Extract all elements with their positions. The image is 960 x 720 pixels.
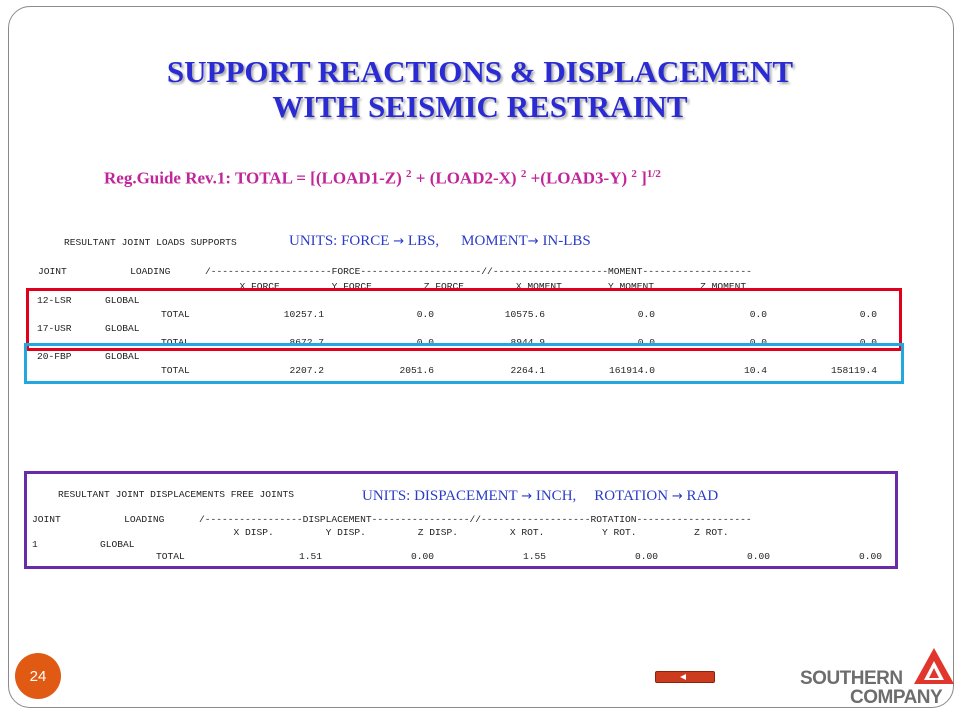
- highlight-box-purple: [24, 471, 898, 569]
- loads-cell-z-moment: 0.0: [859, 309, 877, 320]
- moment-arrow-icon: →: [527, 234, 539, 249]
- company-logo: [798, 646, 956, 708]
- force-units-label: UNITS: FORCE: [289, 233, 394, 249]
- loads-cell-x-moment: 0.0: [637, 337, 655, 348]
- loads-header-line1: JOINT LOADING /---------------------FORCE---------------------//--------------------MOMENT-------------------: [38, 266, 752, 277]
- loads-cell-x-force: 10257.1: [283, 309, 324, 320]
- loads-cell-y-moment: 0.0: [749, 309, 767, 320]
- formula-prefix: Reg.Guide Rev.1: TOTAL = [(LOAD1-Z): [104, 168, 407, 188]
- loads-cell-x-force: 8672.7: [289, 337, 324, 348]
- formula-mid2: +(LOAD3-Y): [526, 168, 632, 188]
- disp-cell-y-disp: 0.00: [410, 551, 434, 562]
- loads-row-loading: GLOBAL: [105, 351, 140, 362]
- disp-cell-x-rot: 0.00: [634, 551, 658, 562]
- rot-units-label: ROTATION: [594, 488, 672, 504]
- loads-cell-x-force: 2207.2: [289, 365, 324, 376]
- footer-divider: [62, 707, 800, 708]
- formula-text: [104, 168, 661, 189]
- loads-cell-z-moment: 0.0: [859, 337, 877, 348]
- formula-mid1: + (LOAD2-X): [411, 168, 521, 188]
- loads-row-type: TOTAL: [161, 309, 190, 320]
- formula-exponent-root: 1/2: [646, 168, 661, 180]
- formula-end: ]: [636, 168, 647, 188]
- formula-exponent-1: 2: [406, 168, 412, 180]
- disp-row-type: TOTAL: [156, 551, 185, 562]
- loads-cell-z-force: 10575.6: [504, 309, 545, 320]
- loads-cell-z-force: 2264.1: [510, 365, 545, 376]
- force-units-value: LBS,: [404, 233, 440, 249]
- disp-units-value: INCH,: [532, 488, 577, 504]
- slide-title-line1: SUPPORT REACTIONS & DISPLACEMENT: [166, 54, 794, 89]
- highlight-box-red: [26, 288, 902, 351]
- loads-cell-z-force: 8944.9: [510, 337, 545, 348]
- loads-cell-y-moment: 10.4: [743, 365, 767, 376]
- disp-row-joint: 1: [32, 539, 38, 550]
- disp-header-line2: X DISP. Y DISP. Z DISP. X ROT. Y ROT. Z ROT.: [32, 527, 729, 538]
- logo-triangle-icon: [914, 648, 954, 684]
- loads-units-label: [289, 233, 591, 250]
- loads-row-type: TOTAL: [161, 365, 190, 376]
- highlight-box-blue: [24, 343, 904, 384]
- loads-cell-y-moment: 0.0: [749, 337, 767, 348]
- formula-exponent-2: 2: [520, 168, 527, 180]
- slide-title-line2: WITH SEISMIC RESTRAINT: [272, 89, 688, 124]
- disp-arrow-icon: →: [521, 489, 533, 504]
- disp-cell-z-disp: 1.55: [522, 551, 546, 562]
- loads-row-joint: 17-USR: [37, 323, 72, 334]
- loads-header-line2: X FORCE Y FORCE Z FORCE X MOMENT Y MOMENT Z MOMENT: [38, 281, 747, 292]
- loads-cell-y-force: 2051.6: [399, 365, 434, 376]
- loads-table-heading: RESULTANT JOINT LOADS SUPPORTS: [64, 237, 237, 248]
- moment-units-value: IN-LBS: [538, 233, 591, 249]
- disp-header-line1: JOINT LOADING /-----------------DISPLACEMENT-----------------//-------------------ROTATION--------------------: [32, 514, 752, 525]
- page-number-badge: 24: [15, 653, 61, 699]
- loads-cell-z-moment: 158119.4: [830, 365, 877, 376]
- loads-cell-x-moment: 0.0: [637, 309, 655, 320]
- loads-row-joint: 12-LSR: [37, 295, 72, 306]
- disp-table-heading: RESULTANT JOINT DISPLACEMENTS FREE JOINTS: [58, 489, 295, 500]
- rot-units-value: RAD: [682, 488, 719, 504]
- formula-exponent-3: 2: [631, 168, 637, 180]
- loads-row-loading: GLOBAL: [105, 323, 140, 334]
- logo-text-line1: SOUTHERN: [800, 668, 903, 689]
- back-arrow-icon: [680, 674, 686, 680]
- loads-row-joint: 20-FBP: [37, 351, 72, 362]
- loads-cell-y-force: 0.0: [416, 337, 434, 348]
- disp-cell-x-disp: 1.51: [298, 551, 322, 562]
- force-arrow-icon: →: [393, 234, 405, 249]
- disp-cell-z-rot: 0.00: [858, 551, 882, 562]
- logo-text-line2: COMPANY: [850, 687, 943, 708]
- loads-cell-x-moment: 161914.0: [608, 365, 655, 376]
- disp-row-loading: GLOBAL: [100, 539, 135, 550]
- loads-row-type: TOTAL: [161, 337, 190, 348]
- loads-row-loading: GLOBAL: [105, 295, 140, 306]
- disp-units-label-text: UNITS: DISPACEMENT: [362, 488, 522, 504]
- rot-arrow-icon: →: [671, 489, 683, 504]
- disp-cell-y-rot: 0.00: [746, 551, 770, 562]
- loads-cell-y-force: 0.0: [416, 309, 434, 320]
- moment-units-label: MOMENT: [461, 233, 528, 249]
- back-nav-button[interactable]: [655, 671, 715, 683]
